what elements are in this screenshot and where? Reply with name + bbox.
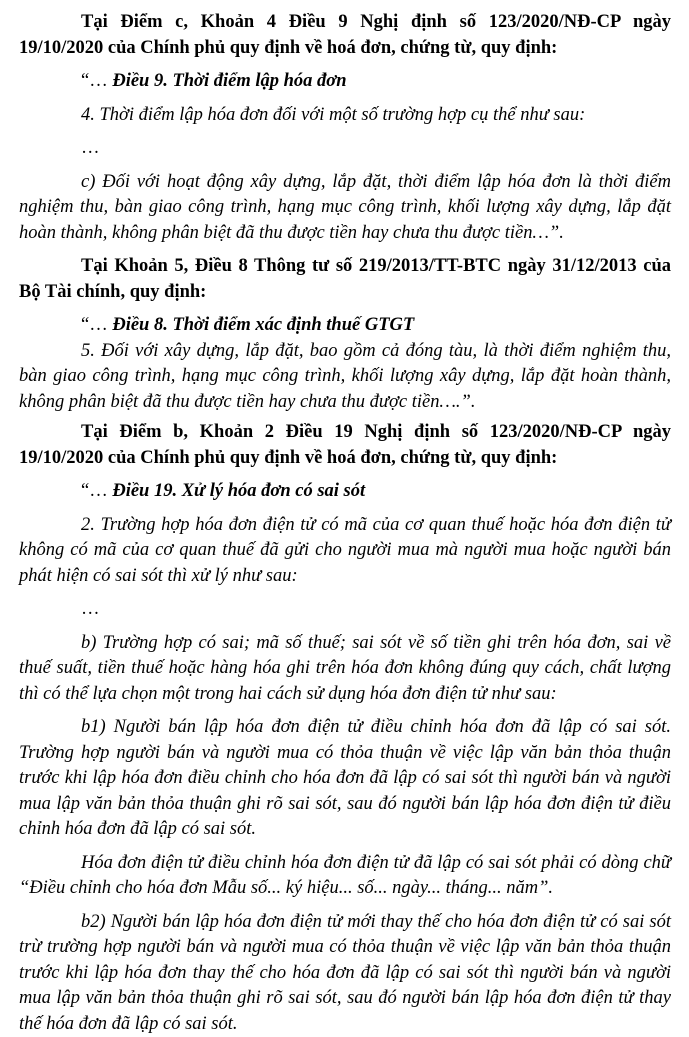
article-9-title: Điều 9. Thời điểm lập hóa đơn	[112, 71, 346, 91]
quote-open: “…	[81, 315, 112, 335]
quote-heading-art19	[19, 479, 671, 505]
quote-heading-art8	[19, 313, 671, 339]
ellipsis-1: …	[19, 136, 671, 162]
citation-decree-123-art9: Tại Điểm c, Khoản 4 Điều 9 Nghị định số 123/2020/NĐ-CP ngày 19/10/2020 của Chính phủ quy định về hoá đơn, chứng từ, quy định:	[19, 10, 671, 61]
art8-clause5: 5. Đối với xây dựng, lắp đặt, bao gồm cả đóng tàu, là thời điểm nghiệm thu, bàn giao công trình, hạng mục công trình, khối lượng xây dựng, lắp đặt hoàn thành, không phân biệt đã thu được tiền hay chưa thu được tiền….”.	[19, 339, 671, 416]
quote-heading-art9	[19, 69, 671, 95]
art19-point-b1-note: Hóa đơn điện tử điều chỉnh hóa đơn điện tử đã lập có sai sót phải có dòng chữ “Điều chỉnh cho hóa đơn Mẫu số... ký hiệu... số... ngày... tháng... năm”.	[19, 851, 671, 902]
citation-decree-123-art19: Tại Điểm b, Khoản 2 Điều 19 Nghị định số 123/2020/NĐ-CP ngày 19/10/2020 của Chính phủ quy định về hoá đơn, chứng từ, quy định:	[19, 420, 671, 471]
art19-clause2-point-b: b) Trường hợp có sai; mã số thuế; sai sót về số tiền ghi trên hóa đơn, sai về thuế suất, tiền thuế hoặc hàng hóa ghi trên hóa đơn không đúng quy cách, chất lượng thì có thể lựa chọn một trong hai cách sử dụng hóa đơn điện tử như sau:	[19, 631, 671, 708]
article-19-title: Điều 19. Xử lý hóa đơn có sai sót	[112, 481, 365, 501]
art19-point-b2: b2) Người bán lập hóa đơn điện tử mới thay thế cho hóa đơn điện tử có sai sót trừ trường hợp người bán và người mua có thỏa thuận về việc lập văn bản thỏa thuận trước khi lập hóa đơn thay thế cho hóa đơn đã lập có sai sót thì người bán và người mua lập văn bản thỏa thuận ghi rõ sai sót, sau đó người bán lập hóa đơn điện tử thay thế hóa đơn đã lập có sai sót.	[19, 910, 671, 1037]
document-page	[19, 10, 671, 1037]
art9-clause4-point-c: c) Đối với hoạt động xây dựng, lắp đặt, thời điểm lập hóa đơn là thời điểm nghiệm thu, bàn giao công trình, hạng mục công trình, khối lượng xây dựng, lắp đặt hoàn thành, không phân biệt đã thu được tiền hay chưa thu được tiền…”.	[19, 170, 671, 247]
article-8-title: Điều 8. Thời điểm xác định thuế GTGT	[112, 315, 414, 335]
art9-clause4: 4. Thời điểm lập hóa đơn đối với một số trường hợp cụ thể như sau:	[19, 103, 671, 129]
art19-point-b1: b1) Người bán lập hóa đơn điện tử điều chỉnh hóa đơn đã lập có sai sót. Trường hợp người bán và người mua có thỏa thuận về việc lập văn bản thỏa thuận trước khi lập hóa đơn điều chỉnh cho hóa đơn đã lập có sai sót thì người bán và người mua lập văn bản thỏa thuận ghi rõ sai sót, sau đó người bán lập hóa đơn điện tử điều chỉnh hóa đơn đã lập có sai sót.	[19, 715, 671, 843]
art19-clause2: 2. Trường hợp hóa đơn điện tử có mã của cơ quan thuế hoặc hóa đơn điện tử không có mã của cơ quan thuế đã gửi cho người mua mà người mua hoặc người bán phát hiện có sai sót thì xử lý như sau:	[19, 513, 671, 590]
citation-circular-219-art8: Tại Khoản 5, Điều 8 Thông tư số 219/2013/TT-BTC ngày 31/12/2013 của Bộ Tài chính, quy định:	[19, 254, 671, 305]
ellipsis-2: …	[19, 597, 671, 623]
quote-open: “…	[81, 71, 112, 91]
quote-open: “…	[81, 481, 112, 501]
